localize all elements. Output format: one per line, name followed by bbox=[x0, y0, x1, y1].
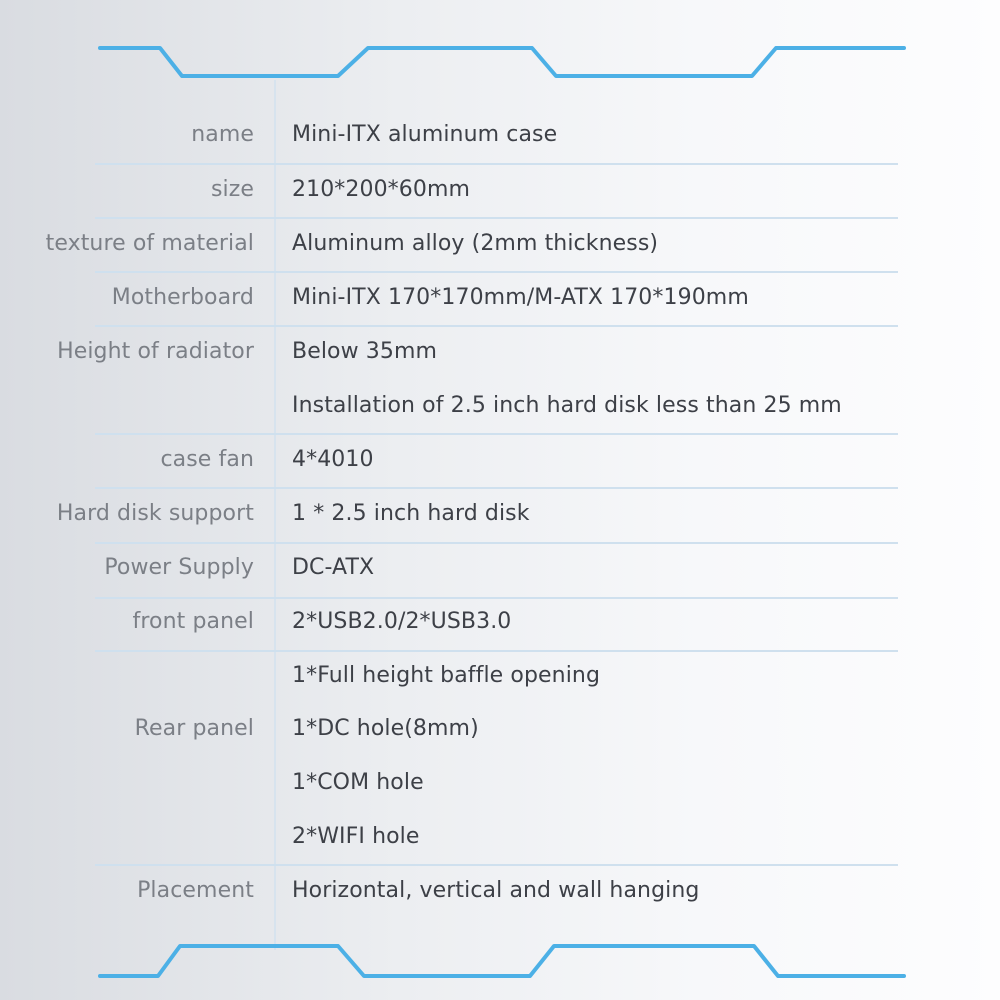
spec-label-power-supply: Power Supply bbox=[104, 555, 254, 580]
row-divider bbox=[95, 597, 898, 599]
spec-value-radiator-note: Installation of 2.5 inch hard disk less than 25 mm bbox=[292, 393, 842, 418]
spec-value-front-panel: 2*USB2.0/2*USB3.0 bbox=[292, 609, 512, 634]
spec-value-size: 210*200*60mm bbox=[292, 177, 471, 202]
spec-label-motherboard: Motherboard bbox=[111, 285, 254, 310]
row-divider bbox=[95, 433, 898, 435]
spec-value-rear-panel-baffle: 1*Full height baffle opening bbox=[292, 663, 601, 688]
row-divider bbox=[95, 542, 898, 544]
row-divider bbox=[95, 650, 898, 652]
row-divider bbox=[95, 217, 898, 219]
spec-label-rear-panel: Rear panel bbox=[134, 716, 254, 741]
spec-label-case-fan: case fan bbox=[160, 447, 254, 472]
row-divider bbox=[95, 271, 898, 273]
row-divider bbox=[95, 864, 898, 866]
spec-value-rear-panel-dc: 1*DC hole(8mm) bbox=[292, 716, 479, 741]
spec-label-radiator-height: Height of radiator bbox=[57, 339, 254, 364]
spec-value-radiator-height: Below 35mm bbox=[292, 339, 438, 364]
spec-value-motherboard: Mini-ITX 170*170mm/M-ATX 170*190mm bbox=[292, 285, 749, 310]
bottom-decorative-line bbox=[0, 926, 1000, 986]
spec-value-case-fan: 4*4010 bbox=[292, 447, 374, 472]
spec-value-material: Aluminum alloy (2mm thickness) bbox=[292, 231, 659, 256]
spec-label-hard-disk: Hard disk support bbox=[56, 501, 254, 526]
row-divider bbox=[95, 163, 898, 165]
spec-value-rear-panel-wifi: 2*WIFI hole bbox=[292, 824, 420, 849]
spec-label-front-panel: front panel bbox=[132, 609, 254, 634]
spec-label-placement: Placement bbox=[137, 878, 254, 903]
spec-label-size: size bbox=[210, 177, 254, 202]
spec-value-hard-disk: 1 * 2.5 inch hard disk bbox=[292, 501, 530, 526]
row-divider bbox=[95, 325, 898, 327]
spec-value-name: Mini-ITX aluminum case bbox=[292, 122, 558, 147]
spec-value-rear-panel-com: 1*COM hole bbox=[292, 770, 424, 795]
row-divider bbox=[95, 487, 898, 489]
spec-label-name: name bbox=[191, 122, 254, 147]
spec-label-material: texture of material bbox=[45, 231, 254, 256]
spec-value-power-supply: DC-ATX bbox=[292, 555, 375, 580]
spec-value-placement: Horizontal, vertical and wall hanging bbox=[292, 878, 700, 903]
